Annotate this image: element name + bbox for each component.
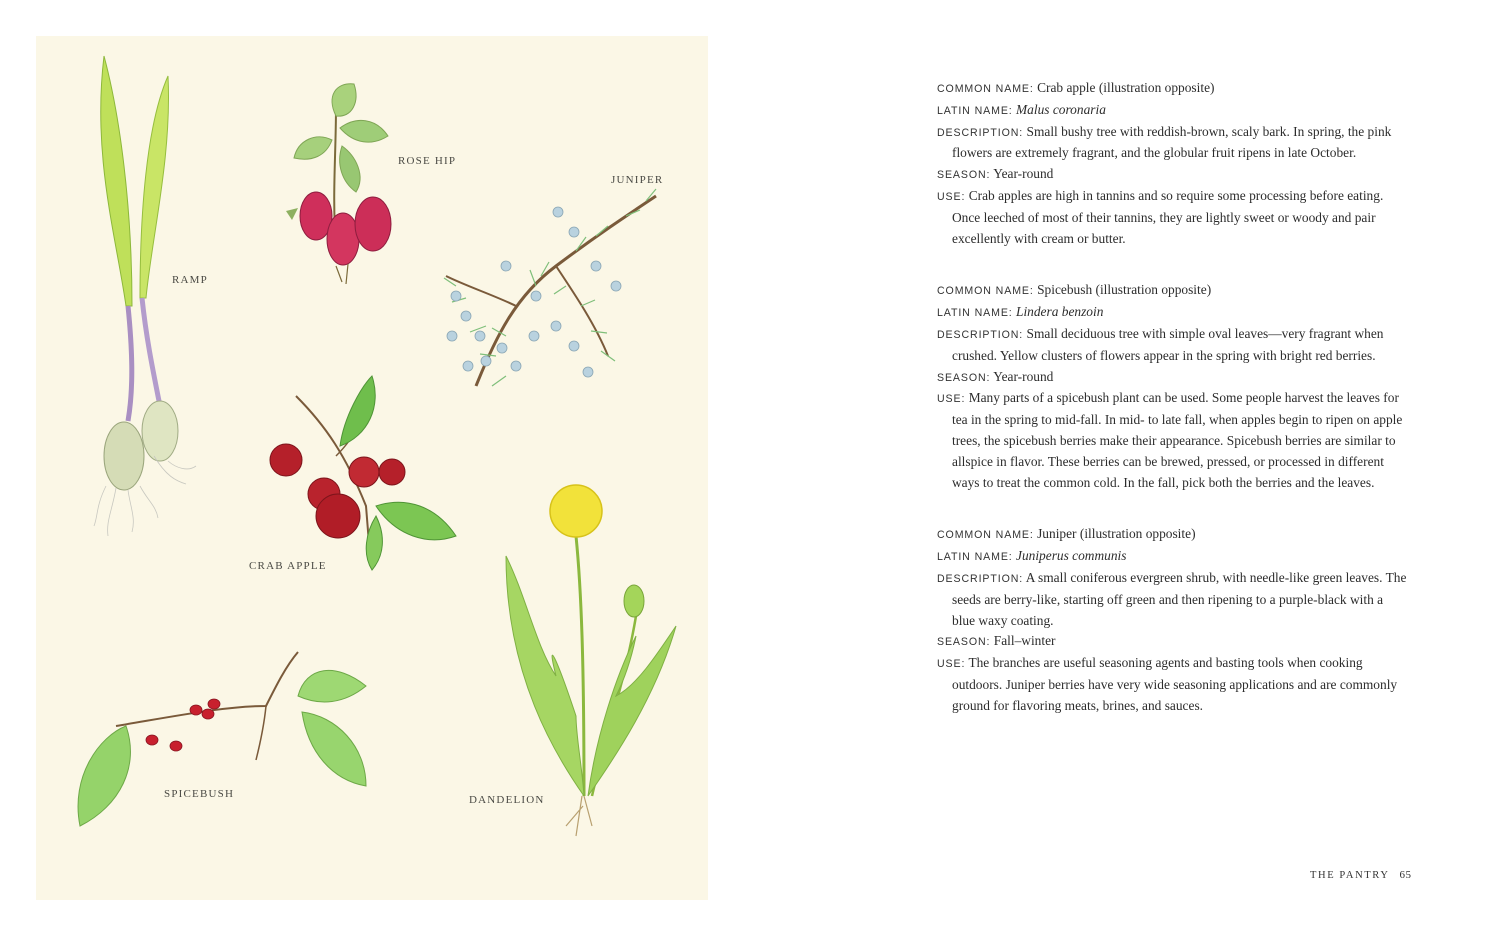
season-value: Year-round bbox=[993, 368, 1054, 384]
running-footer-section: THE PANTRY bbox=[1310, 870, 1390, 881]
ramp-drawing bbox=[94, 56, 196, 536]
page-footer bbox=[1310, 869, 1412, 881]
juniper-drawing bbox=[444, 189, 656, 386]
latin-name-label: LATIN NAME: bbox=[937, 307, 1013, 320]
rose-hip-drawing bbox=[286, 84, 391, 284]
label-spicebush: SPICEBUSH bbox=[164, 788, 235, 800]
description-value: Small bushy tree with reddish-brown, scaly bark. In spring, the pink flowers are extremely fragrant, and the globular fruit ripens in late October. bbox=[952, 123, 1392, 161]
dandelion-drawing bbox=[506, 485, 676, 836]
use-label: USE: bbox=[937, 393, 966, 406]
common-name-label: COMMON NAME: bbox=[937, 83, 1034, 95]
description-line bbox=[937, 324, 1407, 367]
use-value: The branches are useful seasoning agents and basting tools when cooking outdoors. Juniper berries have very wide seasoning applications and are commonly ground for flavoring meats, brines, and sauces. bbox=[952, 655, 1398, 713]
season-value: Fall–winter bbox=[993, 633, 1056, 649]
description-line bbox=[937, 568, 1407, 631]
season-line bbox=[937, 631, 1407, 653]
page-number: 65 bbox=[1399, 869, 1412, 881]
description-label: DESCRIPTION: bbox=[937, 572, 1024, 585]
latin-name-line bbox=[937, 302, 1407, 324]
use-label: USE: bbox=[937, 190, 966, 203]
common-name-line bbox=[937, 78, 1407, 100]
entry-spicebush bbox=[937, 280, 1407, 493]
description-value: Small deciduous tree with simple oval leaves—very fragrant when crushed. Yellow clusters of flowers appear in the spring with bright red berries. bbox=[952, 325, 1384, 363]
season-line bbox=[937, 367, 1407, 389]
latin-name-label: LATIN NAME: bbox=[937, 551, 1013, 564]
label-juniper: JUNIPER bbox=[611, 174, 664, 186]
label-crab-apple: CRAB APPLE bbox=[249, 560, 327, 572]
description-label: DESCRIPTION: bbox=[937, 328, 1024, 341]
season-label: SEASON: bbox=[937, 371, 991, 384]
use-line bbox=[937, 653, 1407, 716]
label-dandelion: DANDELION bbox=[469, 794, 545, 806]
description-label: DESCRIPTION: bbox=[937, 126, 1024, 139]
latin-name-line bbox=[937, 100, 1407, 122]
description-value: A small coniferous evergreen shrub, with needle-like green leaves. The seeds are berry-like, starting off green and then ripening to a purple-black with a blue waxy coating. bbox=[952, 569, 1407, 628]
entry-juniper bbox=[937, 524, 1407, 716]
use-label: USE: bbox=[937, 658, 966, 671]
use-line bbox=[937, 186, 1407, 249]
use-line bbox=[937, 388, 1407, 493]
season-value: Year-round bbox=[993, 166, 1054, 182]
botanical-illustration-plate bbox=[36, 36, 708, 900]
common-name-value: Spicebush (illustration opposite) bbox=[1037, 282, 1212, 298]
common-name-line bbox=[937, 524, 1407, 546]
entry-crab-apple bbox=[937, 78, 1407, 249]
latin-name-line bbox=[937, 546, 1407, 568]
season-label: SEASON: bbox=[937, 169, 991, 182]
season-label: SEASON: bbox=[937, 636, 991, 649]
latin-name-value: Malus coronaria bbox=[1016, 101, 1106, 117]
latin-name-value: Lindera benzoin bbox=[1016, 304, 1104, 320]
common-name-value: Juniper (illustration opposite) bbox=[1037, 526, 1196, 542]
use-value: Many parts of a spicebush plant can be used. Some people harvest the leaves for tea in the spring to mid-fall. In mid- to late fall, when apples begin to ripen on apple trees, the spicebush berries make their appearance. Spicebush berries are similar to allspice in flavor. These berries can be brewed, pressed, or processed in different ways to treat the common cold. In the fall, pick both the berries and the leaves. bbox=[952, 390, 1403, 490]
latin-name-label: LATIN NAME: bbox=[937, 104, 1013, 117]
plant-entries bbox=[937, 78, 1407, 748]
common-name-label: COMMON NAME: bbox=[937, 285, 1034, 298]
label-rose-hip: ROSE HIP bbox=[398, 155, 457, 167]
label-ramp: RAMP bbox=[172, 274, 208, 286]
crab-apple-drawing bbox=[270, 376, 456, 570]
latin-name-value: Juniperus communis bbox=[1016, 548, 1127, 564]
season-line bbox=[937, 164, 1407, 186]
botanical-drawings bbox=[36, 36, 708, 900]
use-value: Crab apples are high in tannins and so require some processing before eating. Once leeched of most of their tannins, they are lightly sweet or woody and pair excellently with cream or butter. bbox=[952, 187, 1384, 246]
common-name-line bbox=[937, 280, 1407, 302]
common-name-value: Crab apple (illustration opposite) bbox=[1037, 80, 1215, 95]
description-line bbox=[937, 122, 1407, 165]
common-name-label: COMMON NAME: bbox=[937, 529, 1034, 542]
